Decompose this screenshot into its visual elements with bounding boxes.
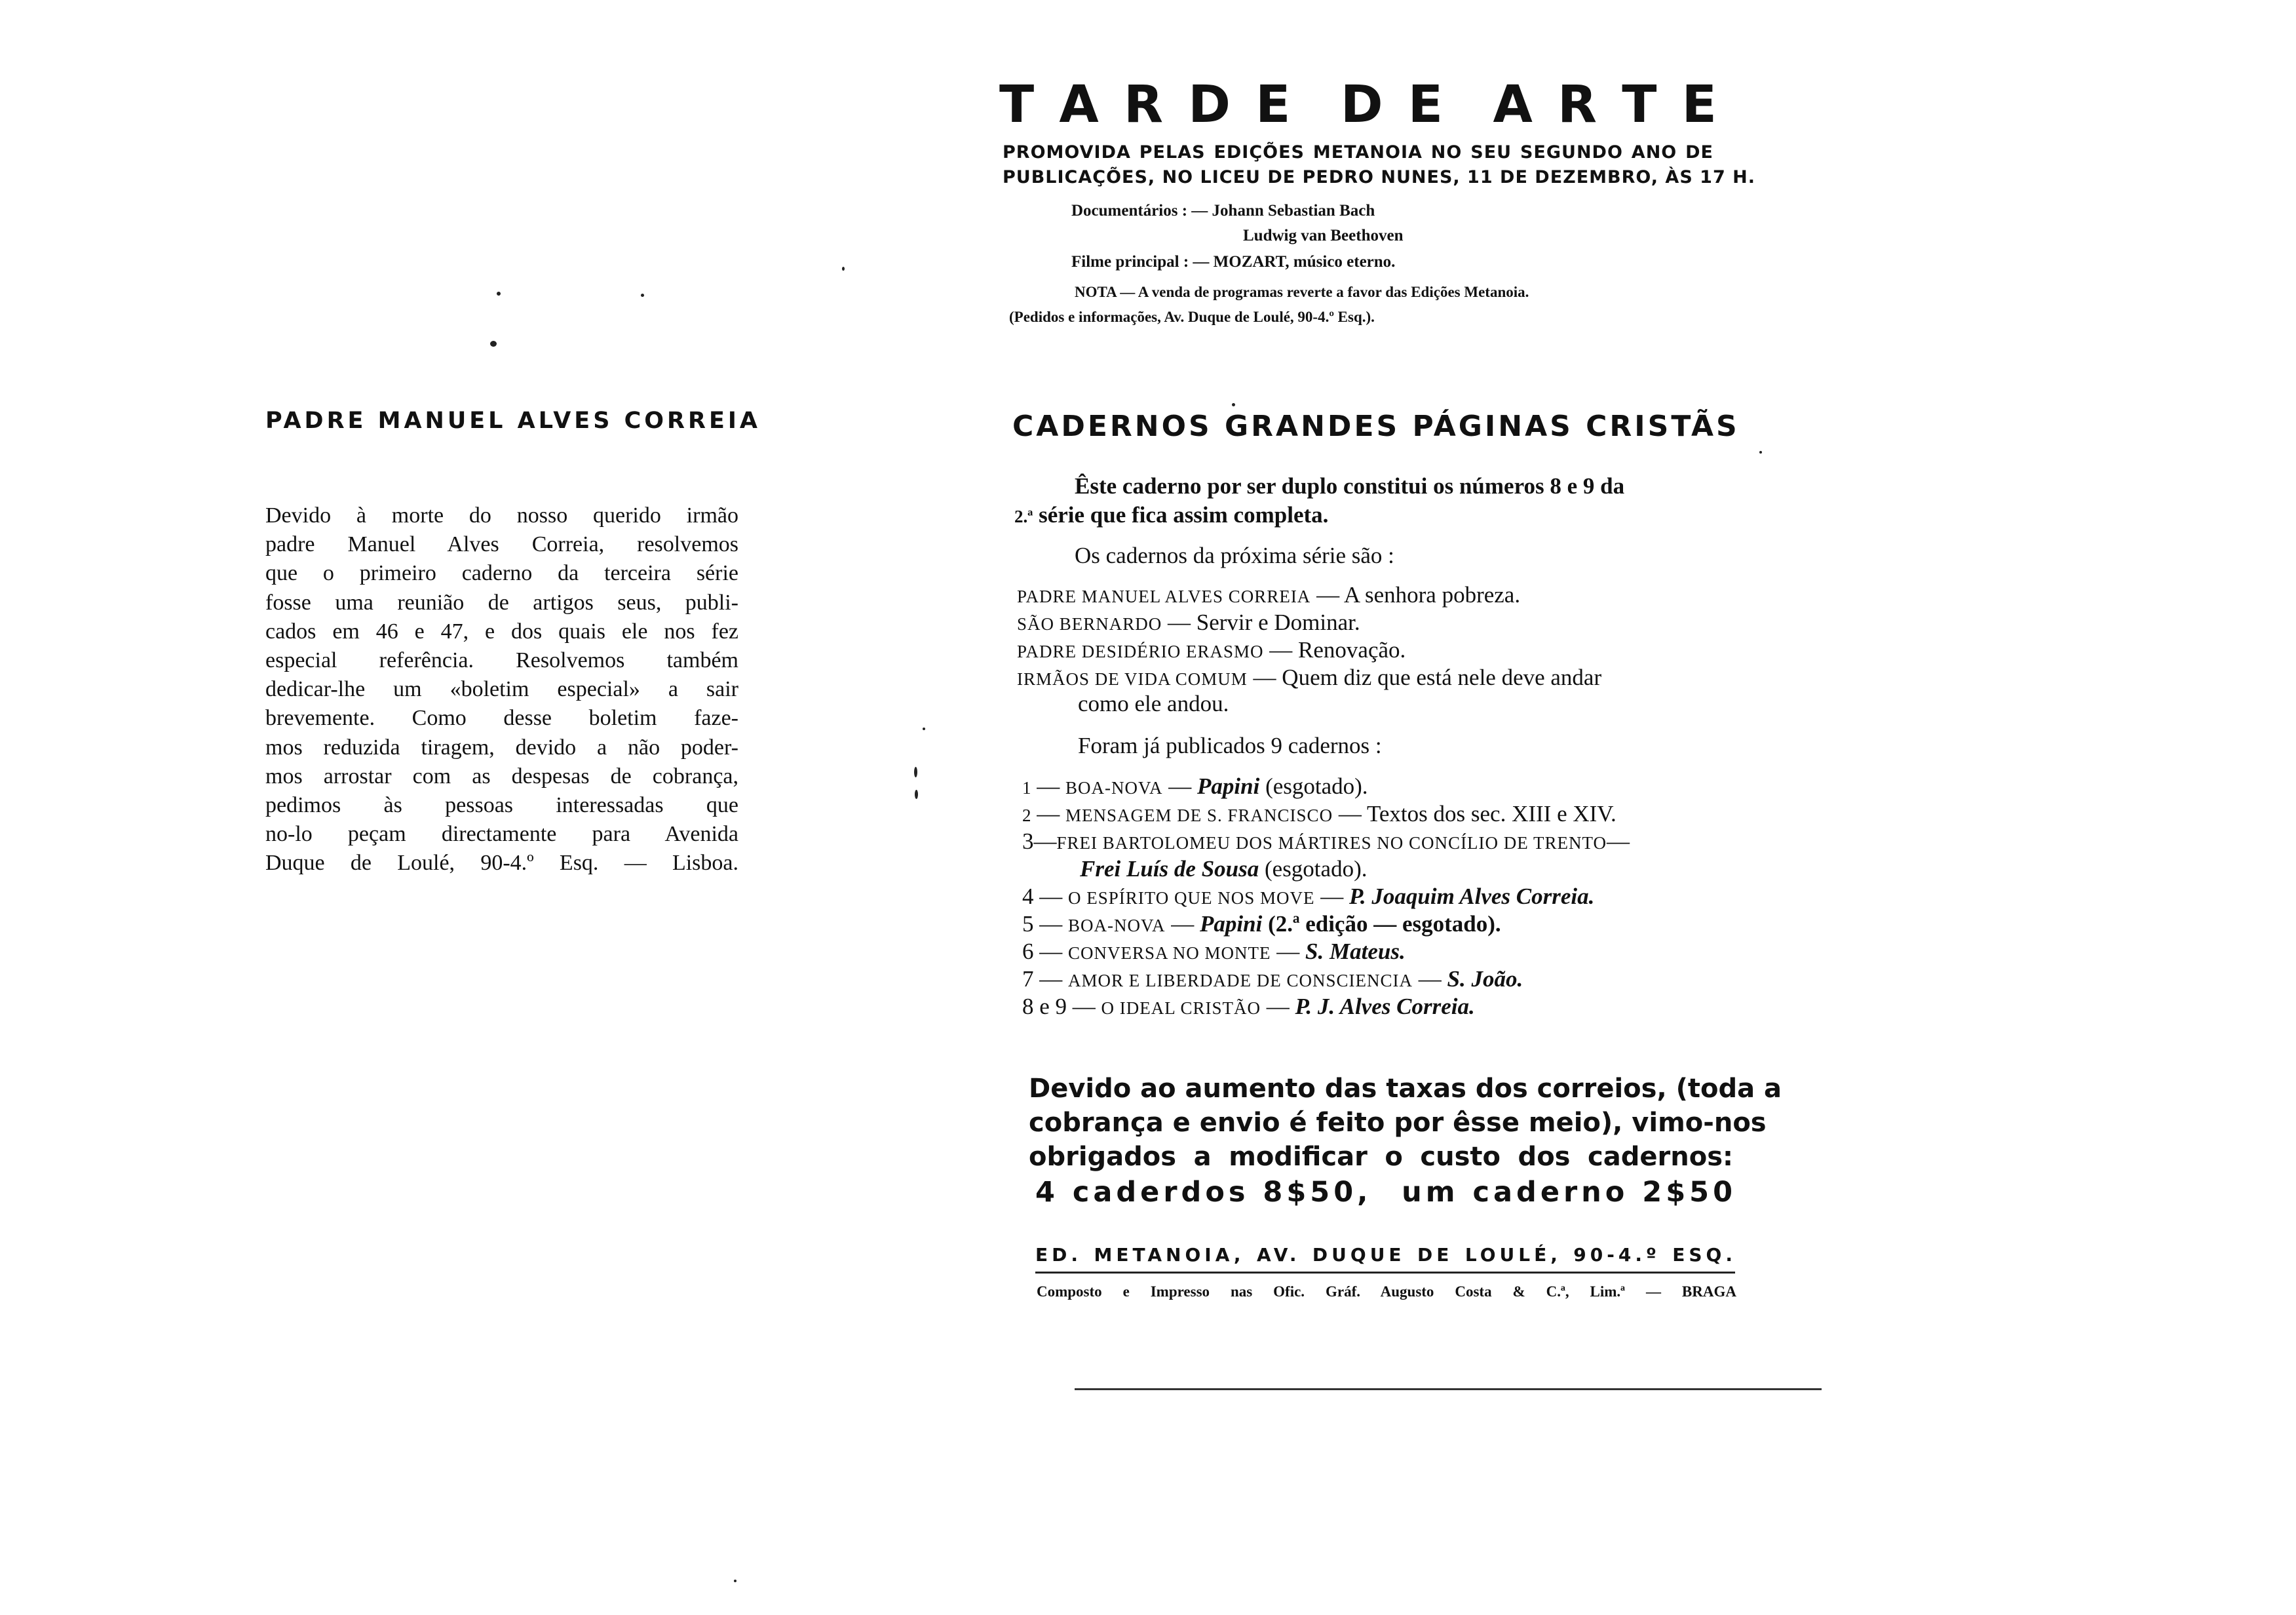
item-sep: — [1271,939,1306,964]
title-letter: E [1255,75,1291,134]
title-letter: D [1188,75,1231,134]
scan-speck [1232,403,1235,406]
item-author: S. Mateus. [1305,939,1406,964]
title-letter: E [1681,75,1717,134]
scan-speck [497,292,501,296]
title-letter: A [1493,75,1533,134]
left-line: mos arrostar com as despesas de cobrança, [265,764,738,788]
item-sep: — [1033,884,1068,909]
item-number: 3 [1022,828,1034,854]
item-number: 8 e 9 [1022,994,1067,1019]
next-title: — Servir e Dominar. [1162,610,1360,635]
scan-speck [641,294,644,297]
item-sep: — [1067,994,1101,1019]
intro-text: série que fica assim completa. [1039,502,1329,528]
left-line: brevemente. Como desse boletim faze- [265,706,738,731]
left-line: no-lo peçam directamente para Avenida [265,822,738,847]
notice-line: obrigados a modificar o custo dos cadernos: [1029,1142,1733,1172]
next-author: IRMÃOS DE VIDA COMUM [1017,669,1248,689]
item-sep: — [1162,773,1198,799]
published-item [1022,994,1475,1020]
item-number: 2 [1022,806,1031,825]
proxima-line: Os cadernos da próxima série são : [1075,543,1394,568]
title-letter: D [1340,75,1383,134]
intro-line [1014,502,1328,528]
intro-line: Êste caderno por ser duplo constitui os números 8 e 9 da [1075,473,1625,499]
title-letter: A [1059,75,1099,134]
price-one: um caderno 2$50 [1402,1176,1736,1209]
next-title: — A senhora pobreza. [1311,582,1521,608]
published-item [1022,884,1594,910]
title-letter: T [999,75,1035,134]
item-sep: — [1033,911,1068,937]
item-author: Papini [1200,911,1263,937]
item-sep: — [1261,994,1295,1019]
next-title: — Quem diz que está nele deve andar [1247,665,1602,690]
left-heading: PADRE MANUEL ALVES CORREIA [265,408,761,434]
item-title: O ESPÍRITO QUE NOS MOVE [1068,888,1315,908]
scan-speck [923,728,925,730]
published-item [1022,801,1617,827]
footer-rule [1035,1272,1735,1274]
published-item [1022,911,1501,937]
item-title: AMOR E LIBERDADE DE CONSCIENCIA [1068,971,1413,990]
printer-line: Composto e Impresso nas Ofic. Gráf. Augusto Costa & C.ª, Lim.ª — BRAGA [1037,1283,1736,1300]
item-number: 5 [1022,911,1034,937]
scan-speck [914,767,917,777]
cadernos-title: CADERNOS GRANDES PÁGINAS CRISTÃS [1012,410,1740,443]
bottom-rule [1075,1388,1822,1390]
published-item [1022,939,1406,965]
next-author: SÃO BERNARDO [1017,614,1162,634]
notice-line: Devido ao aumento das taxas dos correios, (toda a [1029,1074,1782,1104]
published-item [1022,966,1523,992]
left-line: especial referência. Resolvemos também [265,648,738,673]
item-sep: — [1165,911,1200,937]
next-author: PADRE MANUEL ALVES CORREIA [1017,587,1311,606]
item-sep: — [1033,939,1068,964]
item-sep: — [1333,801,1367,827]
left-line: Duque de Loulé, 90-4.º Esq. — Lisboa. [265,851,738,876]
item-number: 4 [1022,884,1034,909]
left-line: dedicar-lhe um «boletim especial» a sair [265,677,738,702]
next-item [1017,582,1520,608]
left-line: cados em 46 e 47, e dos quais ele nos fez [265,619,738,644]
scan-speck [842,267,845,271]
item-sep: — [1314,884,1350,909]
left-line: fosse uma reunião de artigos seus, publi- [265,590,738,615]
left-line: padre Manuel Alves Correia, resolvemos [265,532,738,557]
next-title: — Renovação. [1263,637,1406,663]
next-item-continuation: como ele andou. [1078,691,1229,716]
published-item-continuation [1080,856,1367,882]
item-author: Frei Luís de Sousa [1080,856,1259,882]
documentarios-line-2: Ludwig van Beethoven [1243,227,1404,244]
scan-speck [915,790,918,799]
item-sep: — [1031,801,1065,827]
left-line: que o primeiro caderno da terceira série [265,561,738,586]
next-item [1017,610,1360,636]
next-item [1017,637,1406,663]
item-author: Papini [1197,773,1260,799]
left-line: pedimos às pessoas interessadas que [265,793,738,818]
item-sep: — [1033,828,1057,854]
published-item [1022,828,1630,855]
nota-line: (Pedidos e informações, Av. Duque de Loulé, 90-4.º Esq.). [1009,309,1375,325]
tarde-subtitle [1003,140,1755,190]
title-letter: E [1407,75,1444,134]
item-rest: (2.ª edição — esgotado). [1262,911,1501,937]
publisher-address: ED. METANOIA, AV. DUQUE DE LOULÉ, 90-4.º ESQ. [1035,1244,1736,1266]
item-title: O IDEAL CRISTÃO [1101,998,1261,1018]
item-sep: — [1033,966,1068,992]
item-author: P. J. Alves Correia. [1295,994,1475,1019]
item-rest: (esgotado). [1259,856,1368,882]
item-title: BOA-NOVA [1068,916,1166,935]
subtitle-line: PUBLICAÇÕES, NO LICEU DE PEDRO NUNES, 11 DE DEZEMBRO, ÀS 17 H. [1003,167,1755,187]
item-author: S. João. [1447,966,1523,992]
left-line: Devido à morte do nosso querido irmão [265,503,738,528]
price-line [1035,1176,1736,1209]
price-four: 4 caderdos 8$50, [1035,1176,1372,1209]
item-title: MENSAGEM DE S. FRANCISCO [1065,806,1333,825]
item-sep: — [1607,828,1630,854]
left-body [265,501,738,878]
item-rest: (esgotado). [1259,773,1368,799]
filme-principal: Filme principal : — MOZART, músico eterno. [1071,253,1396,271]
item-author: P. Joaquim Alves Correia. [1349,884,1595,909]
notice-line: cobrança e envio é feito por êsse meio), vimo-nos [1029,1108,1767,1138]
item-title: BOA-NOVA [1065,778,1163,798]
nota [1009,280,1713,330]
subtitle-line: PROMOVIDA PELAS EDIÇÕES METANOIA NO SEU SEGUNDO ANO DE [1003,142,1713,163]
scan-speck [1759,451,1762,454]
title-letter: T [1622,75,1657,134]
title-letter: R [1123,75,1164,134]
item-number: 7 [1022,966,1034,992]
item-sep: — [1031,773,1065,799]
item-rest: Textos dos sec. XIII e XIV. [1366,801,1617,827]
item-number: 6 [1022,939,1034,964]
nota-line: NOTA — A venda de programas reverte a favor das Edições Metanoia. [1075,284,1529,300]
item-title: FREI BARTOLOMEU DOS MÁRTIRES NO CONCÍLIO DE TRENTO [1056,833,1607,853]
scan-speck [734,1580,737,1582]
item-title: CONVERSA NO MONTE [1068,943,1271,963]
price-notice [1029,1072,1782,1174]
title-letter: R [1558,75,1598,134]
scan-speck [490,341,497,347]
next-item [1017,665,1601,691]
item-number: 1 [1022,778,1031,798]
left-line: mos reduzida tiragem, devido a não poder- [265,735,738,760]
documentarios-line: Documentários : — Johann Sebastian Bach [1071,202,1375,220]
published-item [1022,773,1368,800]
publicados-line: Foram já publicados 9 cadernos : [1078,733,1382,758]
item-sep: — [1413,966,1447,992]
intro-number: 2.ª [1014,507,1033,526]
next-author: PADRE DESIDÉRIO ERASMO [1017,642,1264,661]
tarde-title [999,75,1717,134]
